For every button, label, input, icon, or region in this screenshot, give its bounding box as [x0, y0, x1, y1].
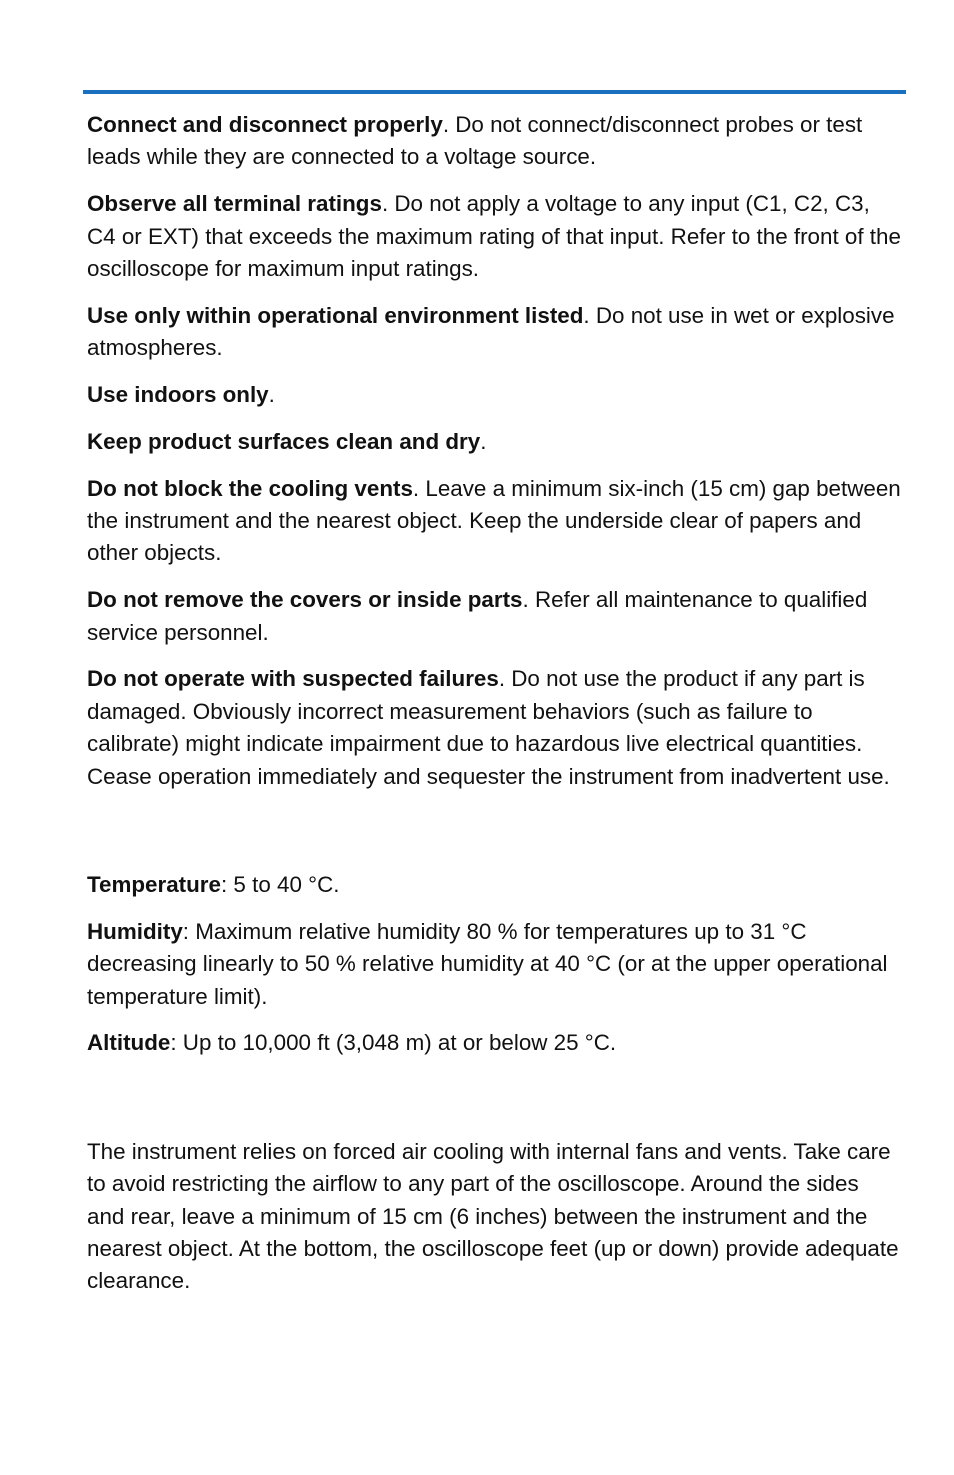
safety-item-text: .: [268, 382, 275, 408]
safety-item: [87, 473, 902, 570]
environment-section: [87, 869, 902, 1060]
safety-item-text: . Do not use the product if any part is damaged. Obviously incorrect measurement behaviors (such as failure to calibrate) might indicate impairment due to hazardous live electrical quantities. Cease operation immediately and sequester the instrument from inadvertent use.: [87, 666, 890, 789]
safety-item-text: . Do not use in wet or explosive atmospheres.: [87, 302, 895, 361]
header-rule: [83, 90, 906, 94]
safety-item-title: Keep product surfaces clean and dry: [87, 428, 481, 454]
environment-item: [87, 916, 902, 1013]
safety-item-text: . Refer all maintenance to qualified service personnel.: [87, 587, 868, 645]
cooling-paragraph: The instrument relies on forced air cooling with internal fans and vents. Take care to avoid restricting the airflow to any part of the oscilloscope. Around the sides and rear, leave a minimum of 15 cm (6 inches) between the instrument and the nearest object. At the bottom, the oscilloscope feet (up or down) provide adequate clearance.: [87, 1138, 899, 1294]
environment-item-text: : Up to 10,000 ft (3,048 m) at or below 25 °C.: [170, 1030, 617, 1056]
safety-item-text: . Do not apply a voltage to any input (C1, C2, C3, C4 or EXT) that exceeds the maximum rating of that input. Refer to the front of the oscilloscope for maximum input ratings.: [87, 191, 901, 282]
safety-section: [87, 109, 902, 793]
environment-item: [87, 869, 902, 901]
safety-item: [87, 188, 902, 285]
cooling-section: [87, 1136, 902, 1298]
safety-item: [87, 426, 902, 458]
environment-item-text: : 5 to 40 °C.: [220, 872, 340, 898]
safety-item-title: Do not block the cooling vents: [87, 475, 413, 501]
section-spacer: [87, 1060, 902, 1136]
safety-item-title: Do not remove the covers or inside parts: [87, 587, 523, 613]
safety-item-text: . Do not connect/disconnect probes or test leads while they are connected to a voltage source.: [87, 112, 863, 170]
environment-item-title: Temperature: [87, 872, 221, 898]
document-body: [87, 109, 902, 1298]
environment-item-text: : Maximum relative humidity 80 % for temperatures up to 31 °C decreasing linearly to 50 % relative humidity at 40 °C (or at the upper operational temperature limit).: [87, 918, 888, 1009]
safety-item: [87, 109, 902, 174]
safety-item-title: Observe all terminal ratings: [87, 191, 382, 217]
environment-item: [87, 1027, 902, 1059]
safety-item: [87, 584, 902, 649]
safety-item: [87, 379, 902, 411]
safety-item-title: Connect and disconnect properly: [87, 112, 443, 137]
environment-item-title: Altitude: [87, 1030, 171, 1056]
safety-item: [87, 663, 902, 793]
safety-item-text: . Leave a minimum six-inch (15 cm) gap between the instrument and the nearest object. Keep the underside clear of papers and other objects.: [87, 475, 901, 566]
safety-item-title: Do not operate with suspected failures: [87, 666, 499, 692]
safety-item-text: .: [480, 428, 487, 454]
safety-item: [87, 300, 902, 365]
environment-item-title: Humidity: [87, 918, 183, 944]
safety-item-title: Use indoors only: [87, 382, 269, 408]
section-spacer: [87, 793, 902, 869]
safety-item-title: Use only within operational environment listed: [87, 302, 584, 328]
